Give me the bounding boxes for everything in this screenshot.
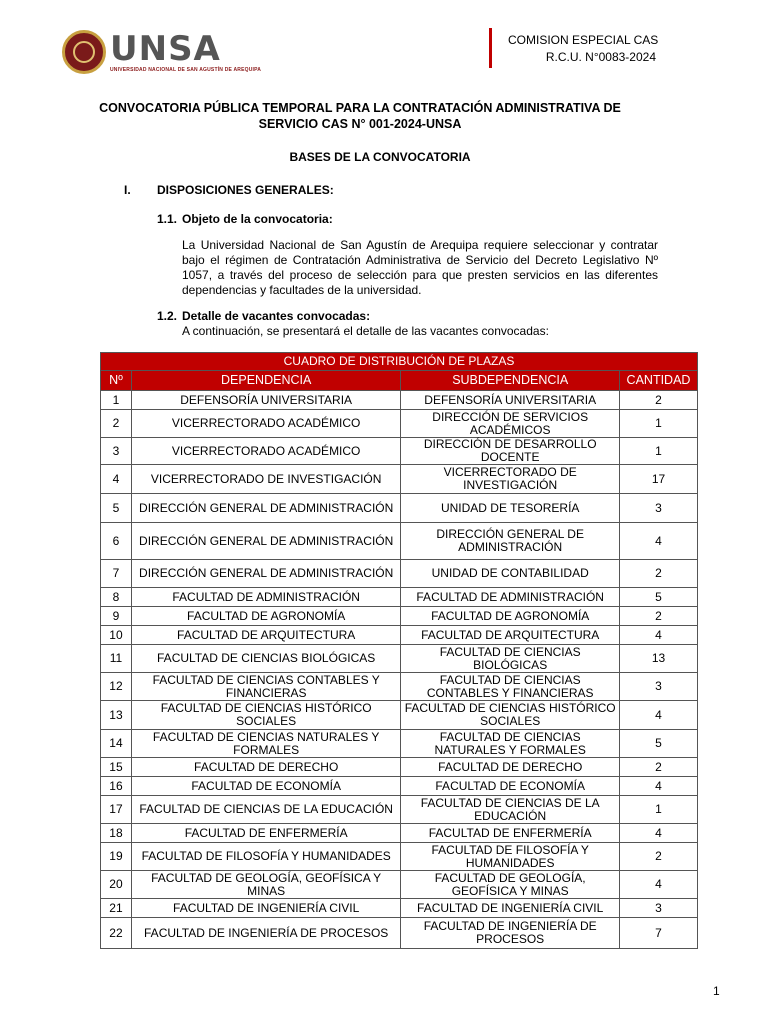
row-number: 2 (101, 410, 132, 438)
row-number: 14 (101, 730, 132, 758)
row-quantity: 13 (620, 645, 698, 673)
row-quantity: 4 (620, 701, 698, 730)
unsa-logo (62, 30, 261, 74)
row-subdependency: FACULTAD DE ENFERMERÍA (401, 824, 620, 843)
row-number: 15 (101, 758, 132, 777)
table-row (101, 560, 698, 588)
row-subdependency: FACULTAD DE DERECHO (401, 758, 620, 777)
row-dependency: VICERRECTORADO DE INVESTIGACIÓN (131, 465, 400, 494)
row-subdependency: DIRECCIÓN DE DESARROLLO DOCENTE (401, 438, 620, 465)
row-dependency: FACULTAD DE CIENCIAS BIOLÓGICAS (131, 645, 400, 673)
row-number: 3 (101, 438, 132, 465)
row-quantity: 4 (620, 871, 698, 899)
row-quantity: 5 (620, 730, 698, 758)
table-row (101, 438, 698, 465)
table-row (101, 391, 698, 410)
row-number: 12 (101, 673, 132, 701)
row-quantity: 2 (620, 607, 698, 626)
row-number: 4 (101, 465, 132, 494)
row-number: 5 (101, 494, 132, 523)
row-subdependency: FACULTAD DE ADMINISTRACIÓN (401, 588, 620, 607)
table-row (101, 626, 698, 645)
table-row (101, 918, 698, 949)
row-dependency: FACULTAD DE DERECHO (131, 758, 400, 777)
row-subdependency: VICERRECTORADO DE INVESTIGACIÓN (401, 465, 620, 494)
row-quantity: 2 (620, 758, 698, 777)
row-dependency: FACULTAD DE INGENIERÍA CIVIL (131, 899, 400, 918)
section-1-2-number: 1.2. (157, 309, 178, 323)
title-line-1: CONVOCATORIA PÚBLICA TEMPORAL PARA LA CONTRATACIÓN ADMINISTRATIVA DE (99, 101, 621, 115)
table-row (101, 465, 698, 494)
row-dependency: VICERRECTORADO ACADÉMICO (131, 410, 400, 438)
row-number: 13 (101, 701, 132, 730)
row-subdependency: FACULTAD DE AGRONOMÍA (401, 607, 620, 626)
committee-name: COMISION ESPECIAL CAS (508, 33, 659, 47)
table-row (101, 701, 698, 730)
row-dependency: DIRECCIÓN GENERAL DE ADMINISTRACIÓN (131, 560, 400, 588)
row-subdependency: FACULTAD DE ECONOMÍA (401, 777, 620, 796)
header-divider (489, 28, 492, 68)
row-quantity: 17 (620, 465, 698, 494)
section-1-number: I. (124, 183, 131, 197)
header-quantity: CANTIDAD (620, 371, 698, 391)
row-subdependency: FACULTAD DE INGENIERÍA DE PROCESOS (401, 918, 620, 949)
row-quantity: 1 (620, 796, 698, 824)
document-title (80, 100, 640, 132)
table-row (101, 871, 698, 899)
row-dependency: FACULTAD DE ADMINISTRACIÓN (131, 588, 400, 607)
row-quantity: 4 (620, 626, 698, 645)
table-row (101, 607, 698, 626)
row-quantity: 7 (620, 918, 698, 949)
vacancies-table (100, 352, 698, 949)
row-number: 20 (101, 871, 132, 899)
row-subdependency: FACULTAD DE CIENCIAS DE LA EDUCACIÓN (401, 796, 620, 824)
row-dependency: VICERRECTORADO ACADÉMICO (131, 438, 400, 465)
table-row (101, 899, 698, 918)
row-dependency: FACULTAD DE CIENCIAS DE LA EDUCACIÓN (131, 796, 400, 824)
row-dependency: FACULTAD DE ARQUITECTURA (131, 626, 400, 645)
row-dependency: DIRECCIÓN GENERAL DE ADMINISTRACIÓN (131, 494, 400, 523)
logo-subtitle: UNIVERSIDAD NACIONAL DE SAN AGUSTÍN DE AREQUIPA (110, 66, 262, 73)
row-number: 7 (101, 560, 132, 588)
section-1-2-title: Detalle de vacantes convocadas: (182, 309, 371, 323)
row-subdependency: FACULTAD DE CIENCIAS BIOLÓGICAS (401, 645, 620, 673)
row-subdependency: UNIDAD DE CONTABILIDAD (401, 560, 620, 588)
table-row (101, 730, 698, 758)
row-subdependency: FACULTAD DE CIENCIAS CONTABLES Y FINANCIERAS (401, 673, 620, 701)
row-quantity: 2 (620, 391, 698, 410)
table-row (101, 494, 698, 523)
logo-wordmark: UNSA (110, 28, 221, 69)
row-dependency: FACULTAD DE ENFERMERÍA (131, 824, 400, 843)
row-dependency: FACULTAD DE INGENIERÍA DE PROCESOS (131, 918, 400, 949)
row-number: 9 (101, 607, 132, 626)
table-row (101, 410, 698, 438)
row-number: 11 (101, 645, 132, 673)
row-quantity: 4 (620, 523, 698, 560)
row-dependency: FACULTAD DE FILOSOFÍA Y HUMANIDADES (131, 843, 400, 871)
document-subtitle: BASES DE LA CONVOCATORIA (289, 150, 471, 164)
row-subdependency: FACULTAD DE CIENCIAS HISTÓRICO SOCIALES (401, 701, 620, 730)
row-dependency: FACULTAD DE CIENCIAS NATURALES Y FORMALES (131, 730, 400, 758)
row-quantity: 3 (620, 494, 698, 523)
row-number: 10 (101, 626, 132, 645)
table-caption: CUADRO DE DISTRIBUCIÓN DE PLAZAS (101, 353, 698, 371)
table-row (101, 645, 698, 673)
table-row (101, 796, 698, 824)
header-dependency: DEPENDENCIA (131, 371, 400, 391)
row-subdependency: FACULTAD DE INGENIERÍA CIVIL (401, 899, 620, 918)
row-number: 18 (101, 824, 132, 843)
row-dependency: FACULTAD DE AGRONOMÍA (131, 607, 400, 626)
row-dependency: FACULTAD DE CIENCIAS CONTABLES Y FINANCIERAS (131, 673, 400, 701)
row-subdependency: DIRECCIÓN GENERAL DE ADMINISTRACIÓN (401, 523, 620, 560)
header-number: Nº (101, 371, 132, 391)
title-line-2: SERVICIO CAS N° 001-2024-UNSA (258, 117, 462, 131)
row-number: 22 (101, 918, 132, 949)
header-reference (508, 32, 659, 66)
university-seal-icon (62, 30, 106, 74)
row-dependency: FACULTAD DE GEOLOGÍA, GEOFÍSICA Y MINAS (131, 871, 400, 899)
row-subdependency: DIRECCIÓN DE SERVICIOS ACADÉMICOS (401, 410, 620, 438)
row-dependency: FACULTAD DE ECONOMÍA (131, 777, 400, 796)
table-row (101, 777, 698, 796)
row-quantity: 4 (620, 824, 698, 843)
row-quantity: 2 (620, 843, 698, 871)
row-number: 1 (101, 391, 132, 410)
section-1-2-intro: A continuación, se presentará el detalle de las vacantes convocadas: (182, 324, 549, 338)
header-subdependency: SUBDEPENDENCIA (401, 371, 620, 391)
table-row (101, 523, 698, 560)
row-dependency: FACULTAD DE CIENCIAS HISTÓRICO SOCIALES (131, 701, 400, 730)
row-subdependency: FACULTAD DE CIENCIAS NATURALES Y FORMALES (401, 730, 620, 758)
section-1-1-paragraph: La Universidad Nacional de San Agustín de Arequipa requiere seleccionar y contratar bajo el régimen de Contratación Administrativa de Servicio del Decreto Legislativo Nº 1057, a través del proceso de selección para que presten servicios en las diferentes dependencias y facultades de la universidad. (182, 238, 658, 297)
row-subdependency: DEFENSORÍA UNIVERSITARIA (401, 391, 620, 410)
row-number: 16 (101, 777, 132, 796)
row-number: 17 (101, 796, 132, 824)
row-dependency: DIRECCIÓN GENERAL DE ADMINISTRACIÓN (131, 523, 400, 560)
row-quantity: 2 (620, 560, 698, 588)
page-number: 1 (713, 984, 720, 998)
table-row (101, 673, 698, 701)
table-row (101, 843, 698, 871)
table-row (101, 758, 698, 777)
row-number: 6 (101, 523, 132, 560)
row-subdependency: FACULTAD DE GEOLOGÍA, GEOFÍSICA Y MINAS (401, 871, 620, 899)
row-quantity: 1 (620, 438, 698, 465)
row-subdependency: FACULTAD DE ARQUITECTURA (401, 626, 620, 645)
section-1-title: DISPOSICIONES GENERALES: (157, 183, 334, 197)
row-dependency: DEFENSORÍA UNIVERSITARIA (131, 391, 400, 410)
row-quantity: 3 (620, 899, 698, 918)
section-1-1-number: 1.1. (157, 212, 178, 226)
row-number: 21 (101, 899, 132, 918)
section-1-1-title: Objeto de la convocatoria: (182, 212, 333, 226)
row-quantity: 3 (620, 673, 698, 701)
row-quantity: 4 (620, 777, 698, 796)
row-quantity: 5 (620, 588, 698, 607)
table-row (101, 824, 698, 843)
row-number: 8 (101, 588, 132, 607)
row-quantity: 1 (620, 410, 698, 438)
row-number: 19 (101, 843, 132, 871)
row-subdependency: UNIDAD DE TESORERÍA (401, 494, 620, 523)
rcu-number: R.C.U. N°0083-2024 (545, 50, 656, 64)
row-subdependency: FACULTAD DE FILOSOFÍA Y HUMANIDADES (401, 843, 620, 871)
table-row (101, 588, 698, 607)
